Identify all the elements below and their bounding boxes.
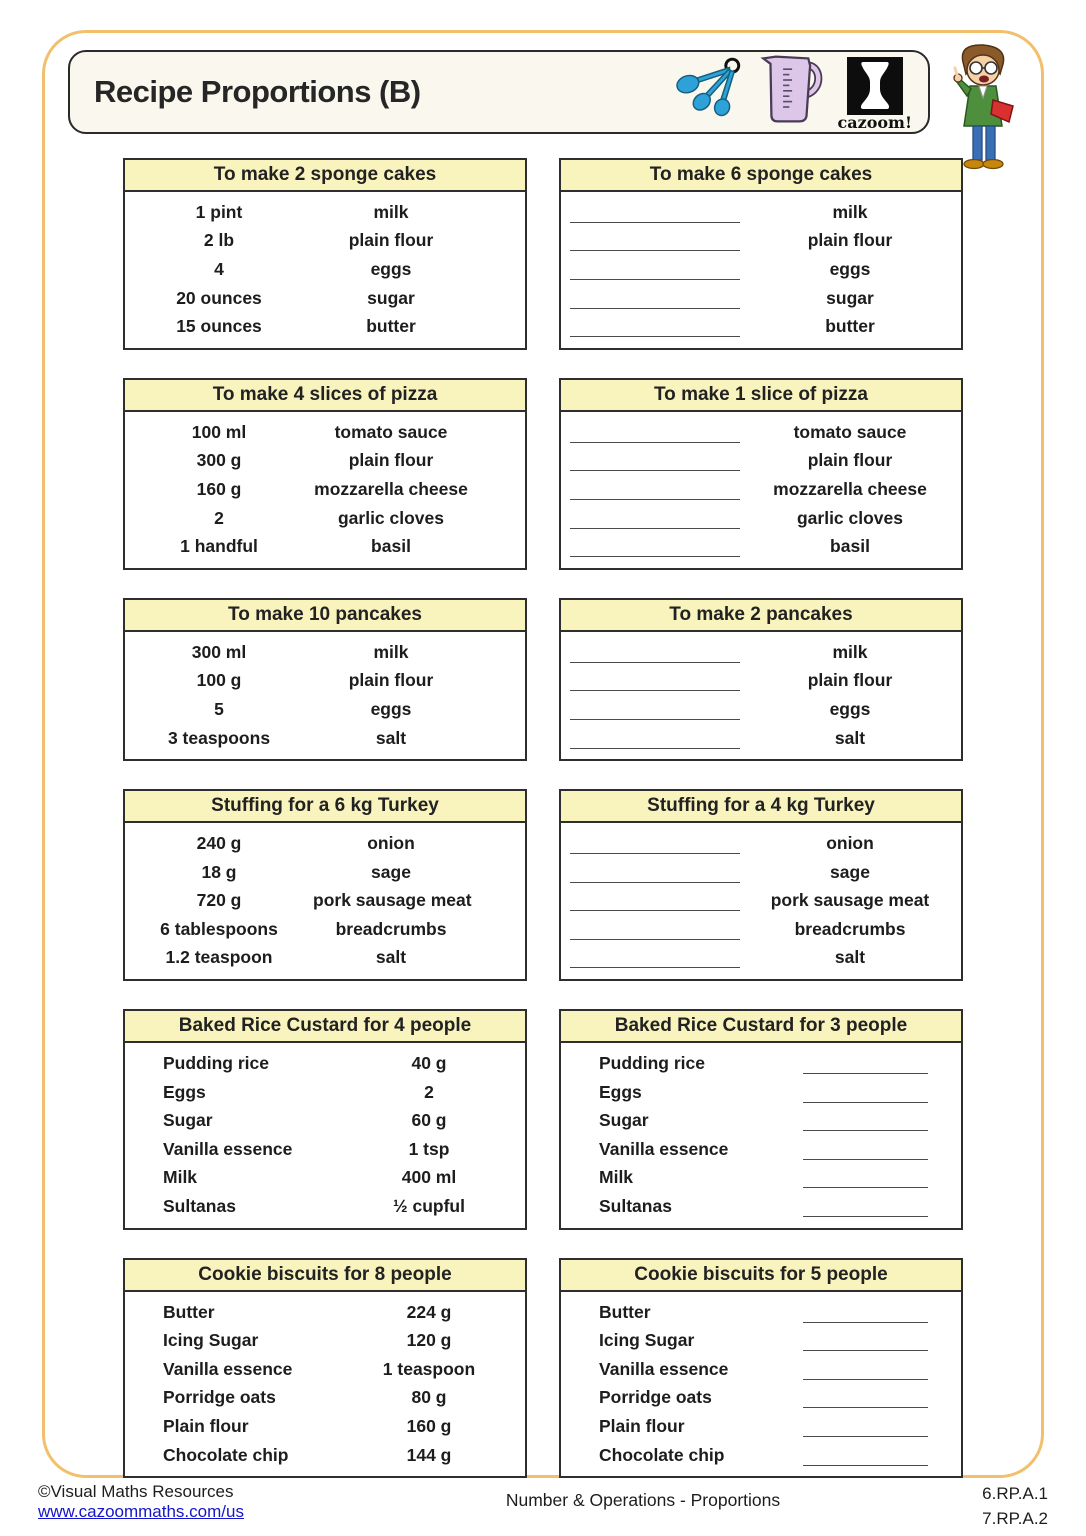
ingredient-label: salt: [834, 947, 866, 968]
measuring-jug-icon: [760, 53, 826, 130]
page-title: Recipe Proportions (B): [94, 74, 421, 109]
amount-value: 300 g: [196, 450, 242, 471]
ingredient-row: [561, 1049, 961, 1078]
answer-blank: [803, 1187, 928, 1188]
ingredient-label: sage: [371, 861, 411, 882]
ingredient-row: [125, 1192, 525, 1221]
ingredient-label: plain flour: [807, 230, 893, 251]
answer-blank: [803, 1350, 928, 1351]
answer-blank: [570, 528, 740, 529]
answer-blank: [803, 1322, 928, 1323]
ingredient-row: [561, 638, 961, 667]
ingredient-label: plain flour: [348, 230, 434, 251]
ingredient-row: [561, 198, 961, 227]
amount-value: 4: [214, 258, 224, 279]
answer-blank: [803, 1407, 928, 1408]
ingredient-row: [125, 724, 525, 753]
worksheet-grid: [123, 158, 963, 1478]
answer-blank-cell: [769, 1177, 961, 1178]
ingredient-row: [125, 312, 525, 341]
footer-topic: Number & Operations - Proportions: [505, 1490, 781, 1510]
ingredient-row: [561, 1078, 961, 1107]
ingredient-label: Sugar: [163, 1110, 213, 1131]
amount-value: ½ cupful: [393, 1196, 465, 1217]
ingredient-label: garlic cloves: [337, 507, 445, 528]
ingredient-row: [125, 1384, 525, 1413]
ingredient-row: [561, 695, 961, 724]
answer-blank: [570, 690, 740, 691]
recipe-box-title: To make 10 pancakes: [125, 600, 525, 632]
ingredient-row: [125, 1106, 525, 1135]
ingredient-row: [125, 887, 525, 916]
amount-value: 5: [214, 698, 224, 719]
ingredient-row: [125, 255, 525, 284]
ingredient-row: [561, 255, 961, 284]
ingredient-label: Milk: [163, 1167, 198, 1188]
answer-blank: [570, 499, 740, 500]
standard-code-1: 6.RP.A.1: [982, 1484, 1048, 1503]
ingredient-label: basil: [830, 536, 870, 557]
ingredient-row: [561, 1441, 961, 1470]
recipe-box: [123, 789, 527, 981]
amount-value: 160 g: [196, 478, 242, 499]
ingredient-row: [125, 504, 525, 533]
ingredient-label: sugar: [826, 287, 874, 308]
ingredient-label: plain flour: [807, 670, 893, 691]
ingredient-label: eggs: [370, 258, 412, 279]
answer-blank-cell: [561, 929, 749, 930]
amount-value: 2: [424, 1081, 434, 1102]
ingredient-row: [561, 1298, 961, 1327]
answer-blank-cell: [561, 489, 749, 490]
standard-code-2: 7.RP.A.2: [982, 1508, 1048, 1528]
answer-blank: [570, 719, 740, 720]
ingredient-label: Vanilla essence: [163, 1138, 293, 1159]
amount-value: 40 g: [411, 1053, 447, 1074]
amount-value: 240 g: [196, 833, 242, 854]
ingredient-row: [561, 1106, 961, 1135]
ingredient-label: sage: [830, 861, 870, 882]
ingredient-row: [561, 447, 961, 476]
answer-blank: [570, 967, 740, 968]
amount-value: 2 lb: [203, 230, 235, 251]
amount-value: 1 handful: [180, 536, 258, 557]
ingredient-row: [125, 858, 525, 887]
ingredient-label: eggs: [370, 698, 412, 719]
recipe-box-title: Baked Rice Custard for 3 people: [561, 1011, 961, 1043]
recipe-box-title: Cookie biscuits for 5 people: [561, 1260, 961, 1292]
ingredient-row: [125, 638, 525, 667]
ingredient-row: [561, 944, 961, 973]
ingredient-row: [561, 532, 961, 561]
amount-value: 120 g: [406, 1330, 452, 1351]
ingredient-label: Pudding rice: [163, 1053, 269, 1074]
ingredient-row: [561, 724, 961, 753]
ingredient-row: [125, 667, 525, 696]
ingredient-label: salt: [375, 727, 407, 748]
ingredient-label: Vanilla essence: [163, 1358, 293, 1379]
ingredient-row: [561, 858, 961, 887]
ingredient-label: onion: [367, 833, 415, 854]
recipe-box-title: To make 6 sponge cakes: [561, 160, 961, 192]
answer-blank-cell: [561, 326, 749, 327]
ingredient-row: [125, 1326, 525, 1355]
answer-blank: [570, 939, 740, 940]
recipe-box-title: Stuffing for a 4 kg Turkey: [561, 791, 961, 823]
answer-blank-cell: [561, 652, 749, 653]
recipe-box: [559, 598, 963, 761]
ingredient-label: Butter: [163, 1301, 215, 1322]
ingredient-row: [561, 227, 961, 256]
recipe-box: [123, 158, 527, 350]
recipe-box-body: [125, 823, 525, 979]
ingredient-row: [561, 312, 961, 341]
ingredient-label: Pudding rice: [599, 1053, 705, 1074]
ingredient-row: [561, 667, 961, 696]
recipe-box-body: [125, 1043, 525, 1228]
amount-value: 1 pint: [195, 201, 243, 222]
ingredient-label: Sultanas: [163, 1196, 236, 1217]
ingredient-row: [125, 1412, 525, 1441]
copyright-text: ©Visual Maths Resources: [38, 1482, 234, 1501]
ingredient-row: [561, 915, 961, 944]
answer-blank-cell: [769, 1063, 961, 1064]
recipe-box: [559, 789, 963, 981]
recipe-box-body: [561, 632, 961, 759]
ingredient-row: [125, 944, 525, 973]
ingredient-row: [125, 695, 525, 724]
ingredient-label: Porridge oats: [163, 1387, 276, 1408]
answer-blank-cell: [561, 900, 749, 901]
ingredient-row: [561, 418, 961, 447]
answer-blank-cell: [561, 432, 749, 433]
ingredient-row: [125, 198, 525, 227]
ingredient-label: milk: [832, 201, 868, 222]
answer-blank: [803, 1073, 928, 1074]
recipe-box: [123, 598, 527, 761]
ingredient-row: [125, 1135, 525, 1164]
ingredient-label: sugar: [367, 287, 415, 308]
recipe-box-body: [125, 412, 525, 568]
amount-value: 100 g: [196, 670, 242, 691]
measuring-spoons-icon: [674, 53, 748, 124]
answer-blank: [570, 662, 740, 663]
ingredient-label: milk: [373, 641, 409, 662]
recipe-box-title: To make 2 pancakes: [561, 600, 961, 632]
answer-blank: [570, 470, 740, 471]
answer-blank: [570, 279, 740, 280]
ingredient-row: [125, 1355, 525, 1384]
answer-blank-cell: [561, 518, 749, 519]
ingredient-row: [561, 284, 961, 313]
footer-standards: [938, 1482, 1048, 1531]
recipe-box-title: Stuffing for a 6 kg Turkey: [125, 791, 525, 823]
ingredient-label: Sultanas: [599, 1196, 672, 1217]
amount-value: 60 g: [411, 1110, 447, 1131]
answer-blank-cell: [561, 460, 749, 461]
ingredient-label: milk: [373, 201, 409, 222]
amount-value: 18 g: [201, 861, 237, 882]
ingredient-label: breadcrumbs: [335, 918, 447, 939]
ingredient-label: butter: [366, 316, 416, 337]
ingredient-row: [125, 532, 525, 561]
answer-blank: [570, 336, 740, 337]
ingredient-label: Chocolate chip: [599, 1444, 725, 1465]
answer-blank-cell: [561, 212, 749, 213]
answer-blank: [570, 442, 740, 443]
ingredient-row: [561, 829, 961, 858]
ingredient-label: Eggs: [163, 1081, 206, 1102]
amount-value: 1 teaspoon: [382, 1358, 476, 1379]
ingredient-label: mozzarella cheese: [314, 478, 468, 499]
answer-blank: [570, 748, 740, 749]
amount-value: 160 g: [406, 1416, 452, 1437]
footer-attribution: [38, 1482, 348, 1522]
recipe-box: [123, 1258, 527, 1479]
cazoom-website-link[interactable]: www.cazoommaths.com/us: [38, 1502, 244, 1521]
amount-value: 1 tsp: [408, 1138, 450, 1159]
ingredient-label: eggs: [829, 258, 871, 279]
ingredient-row: [561, 1355, 961, 1384]
ingredient-row: [125, 284, 525, 313]
recipe-box-body: [125, 1292, 525, 1477]
recipe-box: [123, 1009, 527, 1230]
ingredient-label: Vanilla essence: [599, 1358, 729, 1379]
ingredient-row: [561, 1135, 961, 1164]
amount-value: 15 ounces: [176, 316, 262, 337]
amount-value: 1.2 teaspoon: [165, 947, 273, 968]
answer-blank: [570, 853, 740, 854]
ingredient-row: [125, 418, 525, 447]
ingredient-label: Plain flour: [163, 1416, 249, 1437]
ingredient-label: milk: [832, 641, 868, 662]
ingredient-label: eggs: [829, 698, 871, 719]
amount-value: 100 ml: [191, 421, 247, 442]
ingredient-row: [125, 1441, 525, 1470]
answer-blank: [803, 1465, 928, 1466]
answer-blank-cell: [769, 1426, 961, 1427]
ingredient-label: pork sausage meat: [313, 890, 472, 911]
answer-blank-cell: [561, 872, 749, 873]
recipe-box: [123, 378, 527, 570]
recipe-box: [559, 1009, 963, 1230]
recipe-box: [559, 1258, 963, 1479]
answer-blank-cell: [769, 1455, 961, 1456]
amount-value: 224 g: [406, 1301, 452, 1322]
ingredient-label: tomato sauce: [334, 421, 448, 442]
ingredient-label: pork sausage meat: [770, 890, 930, 911]
answer-blank-cell: [769, 1369, 961, 1370]
ingredient-row: [125, 915, 525, 944]
amount-value: 144 g: [406, 1444, 452, 1465]
answer-blank-cell: [769, 1092, 961, 1093]
answer-blank: [803, 1379, 928, 1380]
ingredient-row: [561, 1326, 961, 1355]
ingredient-row: [561, 504, 961, 533]
ingredient-label: Butter: [599, 1301, 651, 1322]
answer-blank: [570, 250, 740, 251]
answer-blank-cell: [561, 957, 749, 958]
recipe-box-title: Baked Rice Custard for 4 people: [125, 1011, 525, 1043]
header-icons: [674, 53, 913, 132]
ingredient-label: garlic cloves: [796, 507, 904, 528]
ingredient-label: Eggs: [599, 1081, 642, 1102]
amount-value: 720 g: [196, 890, 242, 911]
answer-blank: [803, 1130, 928, 1131]
recipe-box-title: To make 2 sponge cakes: [125, 160, 525, 192]
answer-blank-cell: [561, 298, 749, 299]
amount-value: 400 ml: [401, 1167, 457, 1188]
answer-blank-cell: [561, 269, 749, 270]
ingredient-label: salt: [375, 947, 407, 968]
recipe-box-body: [125, 192, 525, 348]
ingredient-row: [561, 887, 961, 916]
ingredient-row: [125, 829, 525, 858]
recipe-box-title: To make 4 slices of pizza: [125, 380, 525, 412]
amount-value: 2: [214, 507, 224, 528]
answer-blank-cell: [769, 1340, 961, 1341]
cazoom-logo: [838, 57, 913, 132]
answer-blank: [570, 556, 740, 557]
answer-blank-cell: [769, 1312, 961, 1313]
answer-blank-cell: [769, 1149, 961, 1150]
answer-blank: [570, 308, 740, 309]
ingredient-row: [125, 447, 525, 476]
answer-blank-cell: [769, 1397, 961, 1398]
recipe-box: [559, 158, 963, 350]
ingredient-row: [561, 1412, 961, 1441]
ingredient-row: [125, 475, 525, 504]
ingredient-label: Porridge oats: [599, 1387, 712, 1408]
ingredient-row: [561, 475, 961, 504]
answer-blank-cell: [561, 709, 749, 710]
ingredient-label: butter: [825, 316, 875, 337]
answer-blank: [570, 910, 740, 911]
ingredient-label: mozzarella cheese: [773, 478, 927, 499]
answer-blank-cell: [769, 1120, 961, 1121]
ingredient-row: [125, 1049, 525, 1078]
recipe-box-body: [561, 1043, 961, 1228]
recipe-box-title: Cookie biscuits for 8 people: [125, 1260, 525, 1292]
answer-blank: [803, 1159, 928, 1160]
answer-blank: [570, 222, 740, 223]
ingredient-row: [125, 1298, 525, 1327]
ingredient-label: breadcrumbs: [794, 918, 906, 939]
amount-value: 80 g: [411, 1387, 447, 1408]
ingredient-row: [561, 1192, 961, 1221]
ingredient-label: Plain flour: [599, 1416, 685, 1437]
amount-value: 3 teaspoons: [167, 727, 271, 748]
ingredient-label: Milk: [599, 1167, 634, 1188]
ingredient-label: plain flour: [348, 450, 434, 471]
ingredient-label: Vanilla essence: [599, 1138, 729, 1159]
recipe-box-body: [125, 632, 525, 759]
recipe-box-body: [561, 1292, 961, 1477]
recipe-box-body: [561, 412, 961, 568]
ingredient-label: tomato sauce: [793, 421, 907, 442]
ingredient-row: [125, 1078, 525, 1107]
answer-blank: [803, 1216, 928, 1217]
recipe-box: [559, 378, 963, 570]
answer-blank-cell: [561, 738, 749, 739]
answer-blank: [803, 1102, 928, 1103]
answer-blank: [803, 1436, 928, 1437]
recipe-box-body: [561, 192, 961, 348]
ingredient-label: Icing Sugar: [599, 1330, 695, 1351]
ingredient-label: Chocolate chip: [163, 1444, 289, 1465]
answer-blank: [570, 882, 740, 883]
answer-blank-cell: [561, 680, 749, 681]
ingredient-label: onion: [826, 833, 874, 854]
ingredient-row: [561, 1384, 961, 1413]
amount-value: 20 ounces: [176, 287, 262, 308]
answer-blank-cell: [769, 1206, 961, 1207]
recipe-box-title: To make 1 slice of pizza: [561, 380, 961, 412]
ingredient-row: [561, 1164, 961, 1193]
ingredient-label: salt: [834, 727, 866, 748]
ingredient-label: Icing Sugar: [163, 1330, 259, 1351]
ingredient-row: [125, 1164, 525, 1193]
ingredient-label: Sugar: [599, 1110, 649, 1131]
answer-blank-cell: [561, 546, 749, 547]
cazoom-logo-text: cazoom!: [837, 112, 912, 132]
ingredient-label: basil: [371, 536, 411, 557]
amount-value: 300 ml: [191, 641, 247, 662]
ingredient-row: [125, 227, 525, 256]
answer-blank-cell: [561, 240, 749, 241]
ingredient-label: plain flour: [807, 450, 893, 471]
ingredient-label: plain flour: [348, 670, 434, 691]
page-footer: [0, 1482, 1086, 1531]
recipe-box-body: [561, 823, 961, 979]
worksheet-header: [68, 50, 930, 134]
amount-value: 6 tablespoons: [160, 918, 278, 939]
answer-blank-cell: [561, 843, 749, 844]
